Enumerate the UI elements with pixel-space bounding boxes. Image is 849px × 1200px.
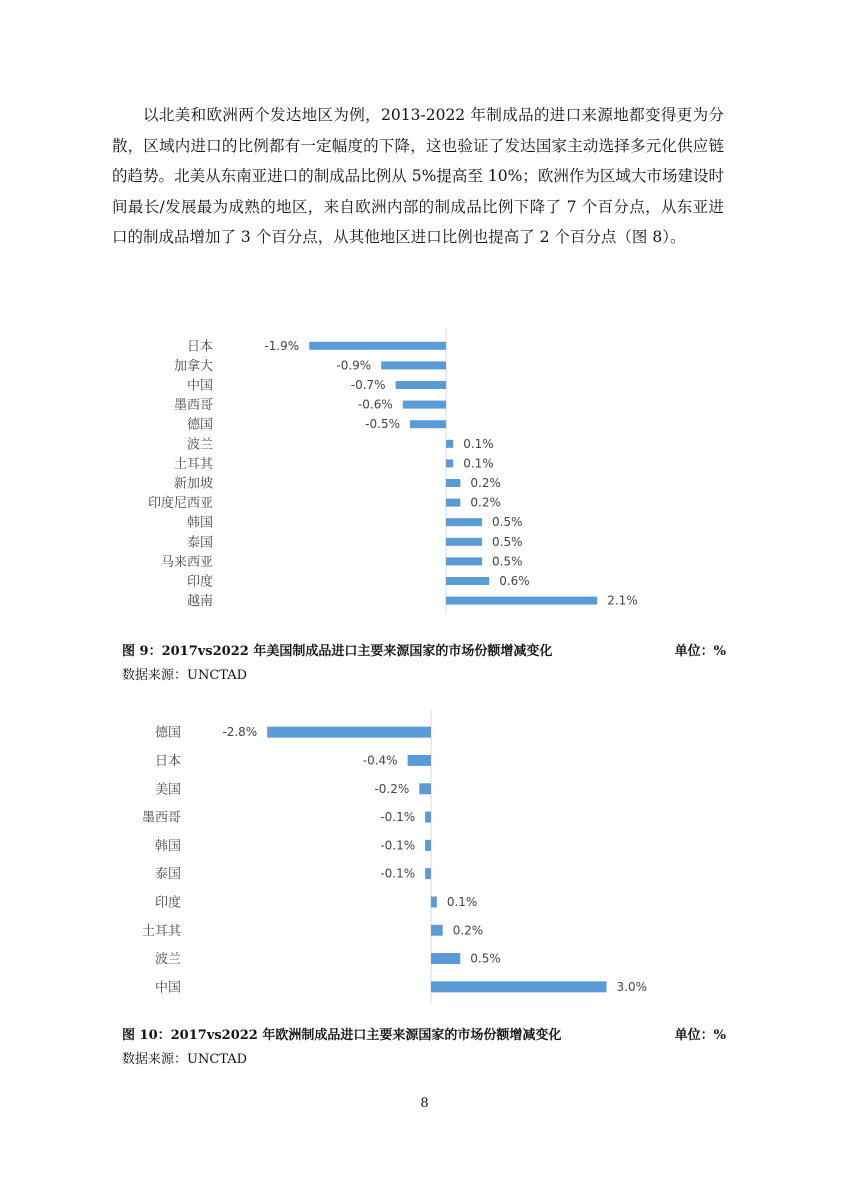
eu-chart-value-label: -0.1%: [380, 866, 416, 881]
us-chart-bar: [446, 538, 482, 546]
eu-chart-bar: [267, 727, 431, 738]
eu-chart-category-label: 泰国: [154, 867, 181, 883]
figure-10-title: 图 10：2017vs2022 年欧洲制成品进口主要来源国家的市场份额增减变化: [122, 1028, 562, 1043]
us-chart-category-label: 加拿大: [173, 358, 213, 374]
figure-9-title: 图 9：2017vs2022 年美国制成品进口主要来源国家的市场份额增减变化: [122, 644, 553, 659]
eu-chart-bar: [431, 953, 460, 964]
eu-chart-bar: [425, 840, 431, 851]
chart-eu-share-change: [0, 712, 849, 1002]
us-chart-bar: [403, 401, 446, 409]
us-chart-value-label: 0.2%: [470, 495, 501, 510]
eu-chart-category-label: 韩国: [154, 838, 181, 854]
us-chart-category-label: 新加坡: [173, 476, 213, 492]
page-number: 8: [420, 1096, 429, 1111]
figure-10-caption: [122, 1024, 726, 1043]
eu-chart-value-label: -0.2%: [374, 781, 410, 796]
us-chart-category-label: 印度: [186, 574, 213, 590]
chart-us-share-change: [0, 330, 849, 620]
us-chart-bar: [446, 518, 482, 526]
figure-9-caption: [122, 640, 726, 659]
us-chart-bar: [309, 342, 446, 350]
us-chart-value-label: 0.5%: [492, 554, 523, 569]
eu-chart-value-label: -0.1%: [380, 810, 416, 825]
us-chart-value-label: 0.2%: [470, 476, 501, 490]
eu-chart-category-label: 中国: [154, 980, 181, 996]
us-chart-bar: [446, 459, 453, 467]
us-chart-value-label: -1.9%: [264, 338, 300, 353]
us-chart-bar: [446, 577, 489, 585]
us-chart-bar: [446, 479, 460, 487]
us-chart-value-label: 0.5%: [492, 515, 523, 530]
eu-chart-value-label: 0.1%: [446, 894, 478, 909]
us-chart-value-label: -0.5%: [365, 417, 400, 432]
us-chart-category-label: 中国: [186, 378, 213, 394]
us-chart-category-label: 泰国: [186, 535, 213, 551]
us-chart-category-label: 日本: [186, 339, 213, 355]
eu-chart-category-label: 波兰: [154, 952, 181, 968]
eu-chart-bar: [425, 812, 431, 823]
us-chart-category-label: 韩国: [186, 515, 213, 531]
eu-chart-value-label: 0.2%: [452, 923, 484, 938]
us-chart-category-label: 越南: [186, 594, 213, 610]
intro-paragraph: 以北美和欧洲两个发达地区为例，2013-2022 年制成品的进口来源地都变得更为分散，区域内进口的比例都有一定幅度的下降，这也验证了发达国家主动选择多元化供应链的趋势。北美从东南亚进口的制成品比例从 5%提高至 10%；欧洲作为区域大市场建设时间最长/发展最为成熟的地区，来自欧洲内部的制成品比例下降了 7 个百分点，从东亚进口的制成品增加了 3 个百分点，从其他地区进口比例也提高了 2 个百分点（图 8）。: [112, 106, 724, 246]
us-chart-category-label: 墨西哥: [173, 398, 213, 414]
eu-chart-bar: [431, 981, 607, 992]
figure-9-source: 数据来源：UNCTAD: [122, 668, 248, 683]
eu-chart-bar: [425, 868, 431, 879]
us-chart-bar: [446, 440, 453, 448]
us-chart-category-label: 德国: [186, 417, 213, 433]
eu-chart-bar: [431, 925, 443, 936]
us-chart-category-label: 马来西亚: [160, 554, 213, 570]
eu-chart-value-label: 0.5%: [470, 951, 501, 966]
us-chart-bar: [396, 381, 446, 389]
us-chart-category-label: 土耳其: [173, 456, 213, 472]
us-chart-value-label: 0.5%: [492, 534, 523, 549]
us-chart-value-label: 0.1%: [463, 436, 494, 451]
us-chart-value-label: 0.1%: [463, 456, 494, 471]
eu-chart-value-label: -0.1%: [380, 838, 416, 853]
us-chart-bar: [410, 420, 446, 428]
eu-chart-category-label: 美国: [154, 782, 181, 798]
us-chart-category-label: 印度尼西亚: [147, 496, 213, 512]
eu-chart-bar: [431, 896, 437, 907]
us-chart-bar: [446, 597, 597, 605]
eu-chart-value-label: 3.0%: [616, 979, 647, 994]
us-chart-bar: [446, 557, 482, 565]
eu-chart-category-label: 印度: [154, 895, 181, 911]
us-chart-value-label: 0.6%: [499, 574, 530, 588]
eu-chart-bar: [408, 755, 431, 766]
figure-10-unit: 单位：%: [674, 1028, 726, 1043]
us-chart-value-label: -0.7%: [350, 378, 386, 392]
us-chart-category-label: 波兰: [186, 437, 213, 453]
figure-9-unit: 单位：%: [674, 644, 726, 659]
us-chart-value-label: -0.6%: [357, 397, 393, 412]
eu-chart-category-label: 土耳其: [141, 923, 181, 939]
us-chart-bar: [446, 499, 460, 507]
eu-chart-bar: [419, 783, 431, 794]
eu-chart-category-label: 德国: [154, 725, 181, 741]
eu-chart-value-label: -2.8%: [222, 725, 258, 740]
us-chart-value-label: 2.1%: [607, 593, 638, 608]
eu-chart-value-label: -0.4%: [362, 753, 398, 768]
eu-chart-category-label: 日本: [154, 753, 181, 769]
eu-chart-category-label: 墨西哥: [141, 810, 181, 826]
us-chart-bar: [381, 361, 446, 369]
figure-10-source: 数据来源：UNCTAD: [122, 1052, 248, 1067]
us-chart-value-label: -0.9%: [336, 358, 372, 373]
